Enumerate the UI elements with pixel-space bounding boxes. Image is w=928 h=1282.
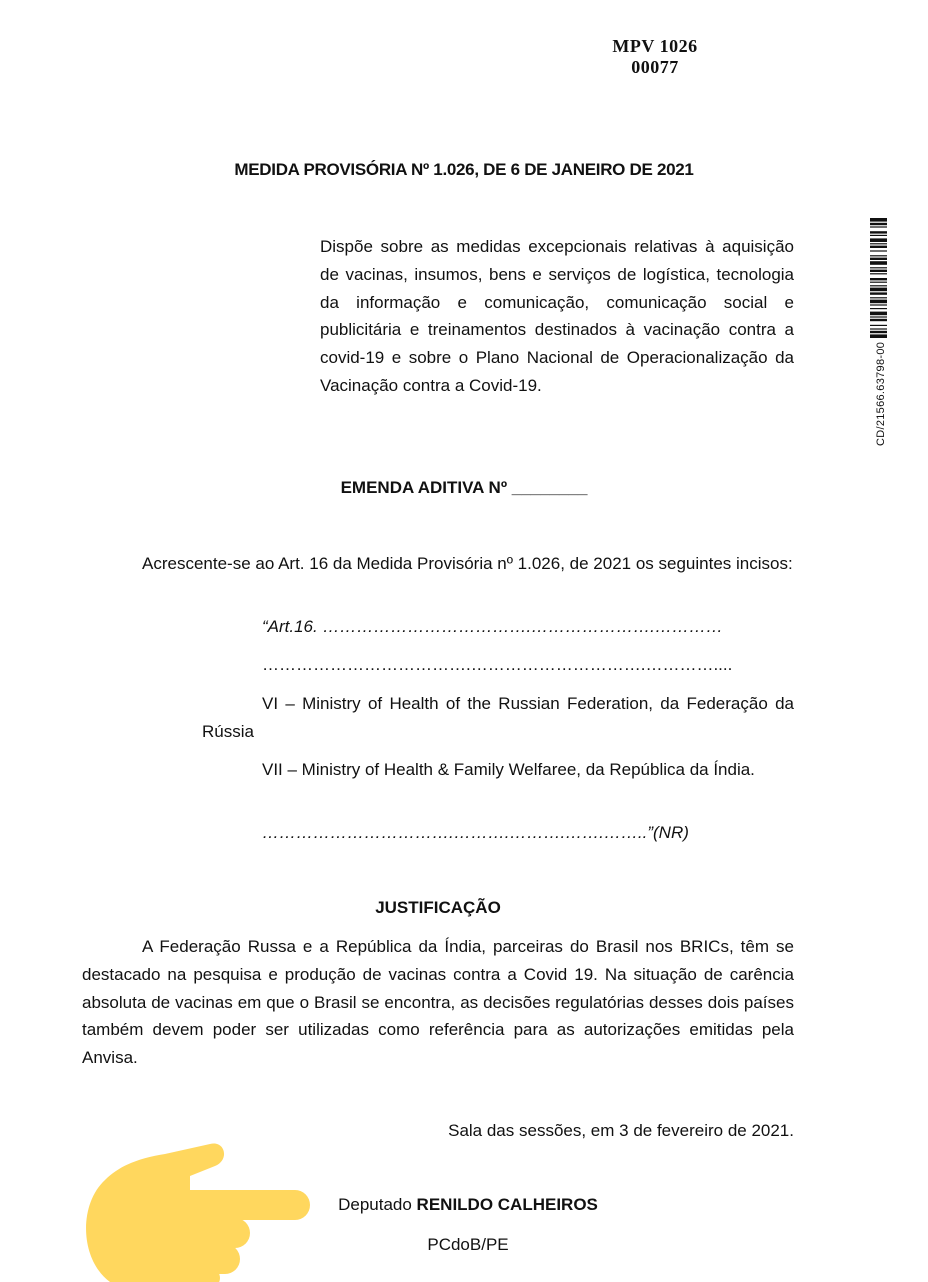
emenda-label: EMENDA ADITIVA Nº — [340, 478, 512, 497]
emenda-heading — [0, 478, 928, 498]
art-16-line: “Art.16. ……………………………….………………….………… — [262, 617, 723, 636]
pointing-hand-icon — [70, 1130, 320, 1282]
ementa-text: Dispõe sobre as medidas excepcionais relativas à aquisição de vacinas, insumos, bens e serviços de logística, tecnologia da informação e comunicação, comunicação social e publicitária e treinamentos destinados à vacinação contra a covid-19 e sobre o Plano Nacional de Operacionalização da Vacinação contra a Covid-19. — [320, 237, 794, 395]
barcode-code — [875, 56, 889, 446]
ellipsis-line: ……………………………….………………………….………….... — [262, 655, 733, 674]
mpv-number: MPV 1026 — [612, 36, 698, 56]
inciso-vi: VI – Ministry of Health of the Russian Federation, da Federação da Rússia — [202, 694, 794, 741]
inciso-vii: VII – Ministry of Health & Family Welfaree, da República da Índia. — [262, 760, 755, 779]
emenda-number-blank: ________ — [511, 478, 588, 497]
justificacao-title: JUSTIFICAÇÃO — [375, 898, 501, 917]
mpv-code: 00077 — [631, 57, 679, 77]
document-title: MEDIDA PROVISÓRIA Nº 1.026, DE 6 DE JANEIRO DE 2021 — [234, 160, 694, 179]
nr-closing-line: …………………………….……….……….…….……..”(NR) — [262, 823, 689, 842]
sala-das-sessoes: Sala das sessões, em 3 de fevereiro de 2021. — [448, 1121, 794, 1140]
barcode-text: CD/21566.63798-00 — [875, 341, 887, 446]
party-label: PCdoB/PE — [427, 1235, 509, 1254]
intro-paragraph: Acrescente-se ao Art. 16 da Medida Provisória nº 1.026, de 2021 os seguintes incisos: — [142, 554, 793, 573]
mpv-header — [560, 36, 750, 78]
justificacao-paragraph: A Federação Russa e a República da Índia, parceiras do Brasil nos BRICs, têm se destacado na pesquisa e produção de vacinas contra a Covid 19. Na situação de carência absoluta de vacinas em que o Brasil se encontra, as decisões regulatórias desses dois países também devem poder ser utilizadas como referência para as autorizações emitidas pela Anvisa. — [82, 937, 794, 1068]
deputado-prefix: Deputado — [338, 1195, 417, 1214]
deputado-name: RENILDO CALHEIROS — [416, 1195, 598, 1214]
